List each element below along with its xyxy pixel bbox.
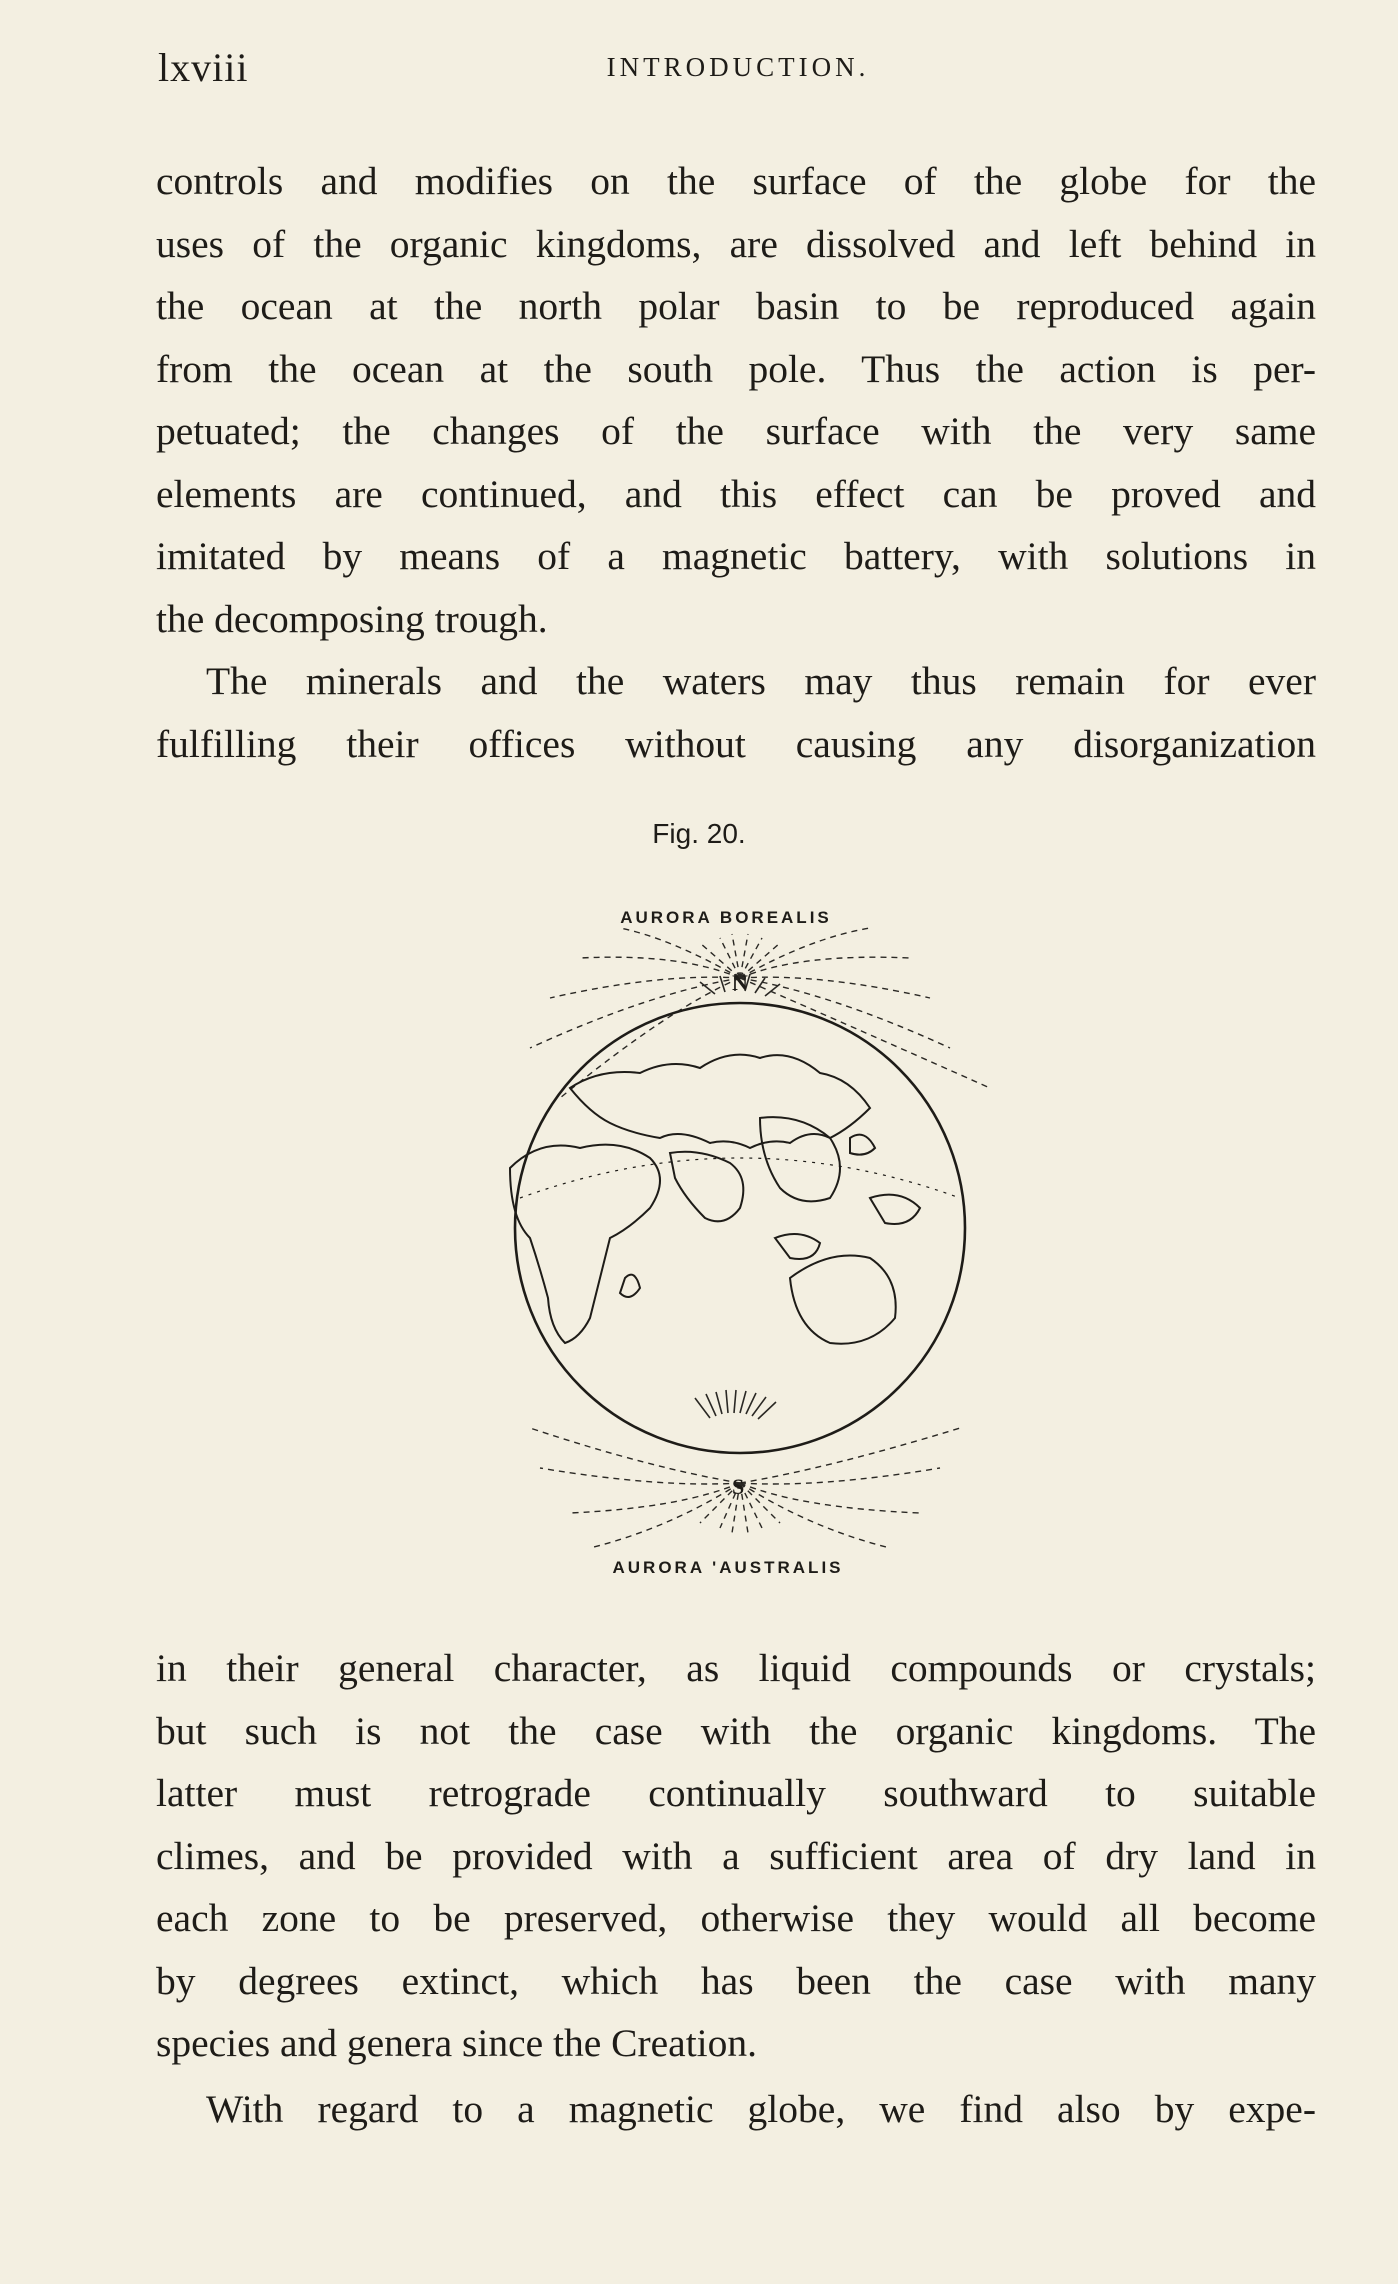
text-line: but such is not the case with the organic kingdoms. The — [156, 1708, 1316, 1753]
south-pole-letter: S — [732, 1474, 745, 1499]
text-line: by degrees extinct, which has been the case with many — [156, 1958, 1316, 2003]
text-line: With regard to a magnetic globe, we find also by expe- — [206, 2087, 1316, 2131]
text-line: the ocean at the north polar basin to be reproduced again — [156, 284, 1316, 328]
continent-outlines — [510, 1055, 920, 1344]
text-line: climes, and be provided with a sufficient area of dry land in — [156, 1833, 1316, 1878]
aurora-australis-label: AURORA 'AUSTRALIS — [612, 1558, 844, 1577]
text-line: The minerals and the waters may thus remain for ever — [206, 659, 1316, 703]
text-line: in their general character, as liquid compounds or crystals; — [156, 1646, 1316, 1690]
running-head: INTRODUCTION. — [606, 52, 870, 82]
page-header — [158, 44, 1318, 94]
aurora-australis-rays — [530, 1428, 960, 1548]
text-line: controls and modifies on the surface of the globe for the — [156, 159, 1316, 203]
text-line: species and genera since the Creation. — [156, 2021, 758, 2065]
globe-outline — [515, 1003, 965, 1453]
text-line: petuated; the changes of the surface with the very same — [156, 409, 1316, 453]
text-line: latter must retrograde continually southward to suitable — [156, 1771, 1316, 1815]
aurora-borealis-rays — [530, 928, 990, 1098]
text-line: fulfilling their offices without causing any disorganization — [156, 721, 1316, 766]
text-line: each zone to be preserved, otherwise they would all become — [156, 1896, 1316, 1940]
text-line: the decomposing trough. — [156, 596, 548, 641]
page-number: lxviii — [158, 45, 249, 90]
globe-aurora-figure — [470, 898, 1010, 1588]
text-line: elements are continued, and this effect can be proved and — [156, 471, 1316, 516]
paragraph-4 — [156, 2078, 1316, 2141]
text-line: imitated by means of a magnetic battery, with solutions in — [156, 534, 1316, 578]
paragraph-2 — [156, 650, 1316, 775]
paragraph-3 — [156, 1637, 1316, 2075]
pole-radiation-lines — [695, 974, 780, 1419]
north-pole-letter: N — [732, 970, 748, 995]
globe-illustration — [470, 898, 1010, 1588]
figure-caption: Fig. 20. — [652, 818, 746, 849]
paragraph-1 — [156, 150, 1316, 650]
aurora-borealis-label: AURORA BOREALIS — [620, 908, 832, 927]
text-line: uses of the organic kingdoms, are dissolved and left behind in — [156, 221, 1316, 266]
text-line: from the ocean at the south pole. Thus the action is per- — [156, 346, 1316, 391]
